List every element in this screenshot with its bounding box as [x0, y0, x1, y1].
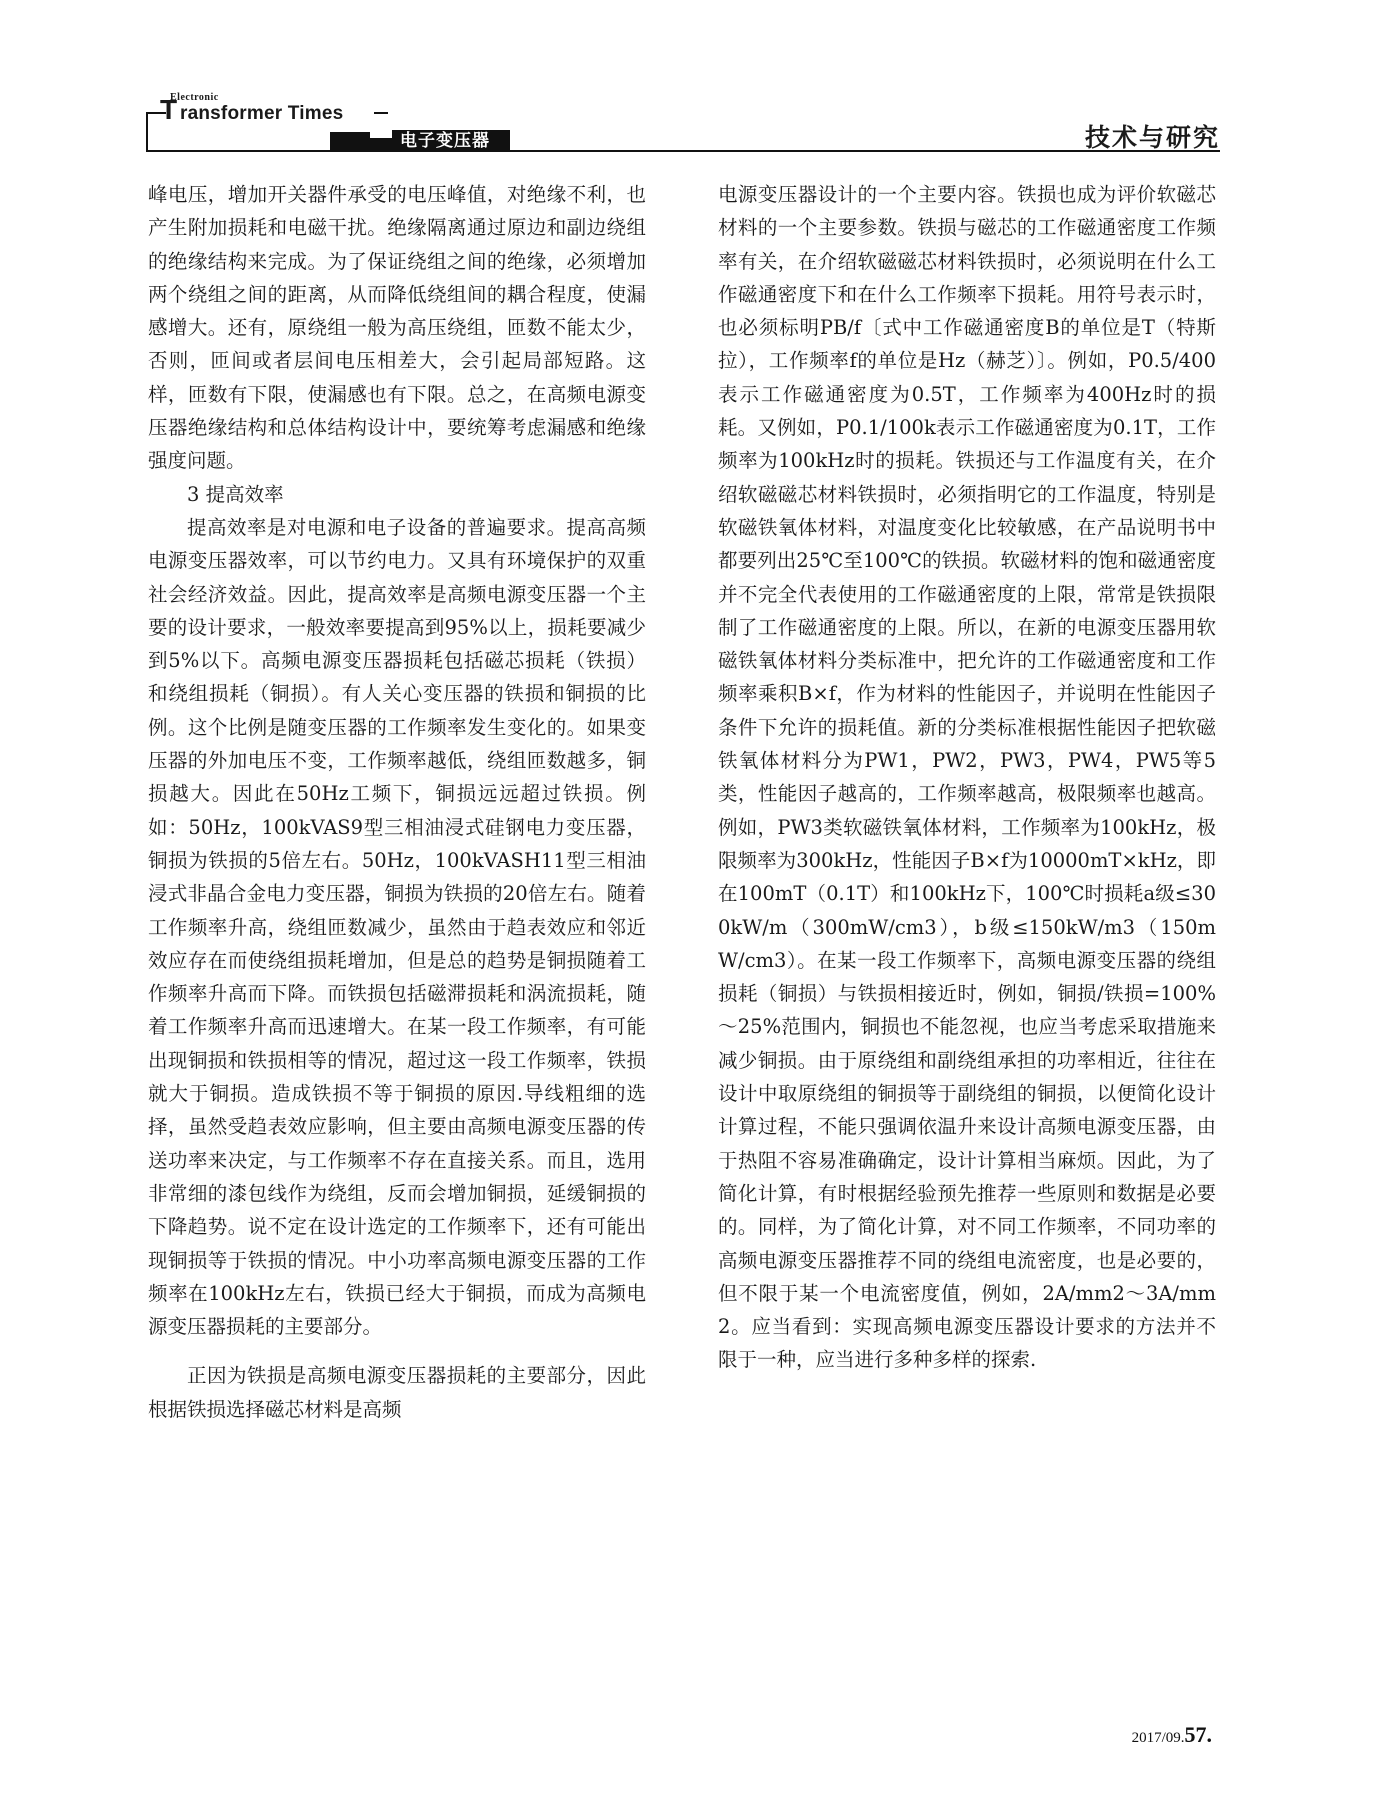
issue-date: 2017/09. — [1131, 1730, 1185, 1746]
journal-logo-initial: T — [160, 94, 178, 125]
header-baseline-rule — [146, 150, 1220, 152]
page-number: 57. — [1184, 1722, 1212, 1747]
text-column-left — [148, 178, 646, 1426]
text-column-right — [718, 178, 1216, 1377]
paragraph: 正因为铁损是高频电源变压器损耗的主要部分，因此根据铁损选择磁芯材料是高频 — [148, 1364, 646, 1421]
section-title: 技术与研究 — [1084, 123, 1220, 152]
header-block-decor — [330, 132, 370, 150]
section-heading: 3 提高效率 — [187, 482, 284, 506]
page-footer — [1132, 1722, 1212, 1748]
journal-logo-title: ransformer Times — [180, 103, 344, 124]
header-rule-right — [374, 112, 388, 114]
paragraph: 峰电压，增加开关器件承受的电压峰值，对绝缘不利，也产生附加损耗和电磁干扰。绝缘隔离通过原边和副边绕组的绝缘结构来完成。为了保证绕组之间的绝缘，必须增加两个绕组之间的距离，从而降低绕组间的耦合程度，使漏感增大。还有，原绕组一般为高压绕组，匝数不能太少，否则，匝间或者层间电压相差大，会引起局部短路。这样，匝数有下限，使漏感也有下限。总之，在高频电源变压器绝缘结构和总体结构设计中，要统筹考虑漏感和绝缘强度问题。 — [148, 183, 646, 473]
paragraph: 提高效率是对电源和电子设备的普遍要求。提高高频电源变压器效率，可以节约电力。又具有环境保护的双重社会经济效益。因此，提高效率是高频电源变压器一个主要的设计要求，一般效率要提高到95%以上，损耗要减少到5%以下。高频电源变压器损耗包括磁芯损耗（铁损）和绕组损耗（铜损）。有人关心变压器的铁损和铜损的比例。这个比例是随变压器的工作频率发生变化的。如果变压器的外加电压不变，工作频率越低，绕组匝数越多，铜损越大。因此在50Hz工频下，铜损远远超过铁损。例如：50Hz，100kVAS9型三相油浸式硅钢电力变压器，铜损为铁损的5倍左右。50Hz，100kVASH11型三相油浸式非晶合金电力变压器，铜损为铁损的20倍左右。随着工作频率升高，绕组匝数减少，虽然由于趋表效应和邻近效应存在而使绕组损耗增加，但是总的趋势是铜损随着工作频率升高而下降。而铁损包括磁滞损耗和涡流损耗，随着工作频率升高而迅速增大。在某一段工作频率，有可能出现铜损和铁损相等的情况，超过这一段工作频率，铁损就大于铜损。造成铁损不等于铜损的原因.导线粗细的选择，虽然受趋表效应影响，但主要由高频电源变压器的传送功率来决定，与工作频率不存在直接关系。而且，选用非常细的漆包线作为绕组，反而会增加铜损，延缓铜损的下降趋势。说不定在设计选定的工作频率下，还有可能出现铜损等于铁损的情况。中小功率高频电源变压器的工作频率在100kHz左右，铁损已经大于铜损，而成为高频电源变压器损耗的主要部分。 — [148, 515, 646, 1339]
journal-logo-small-text: Electronic — [170, 92, 219, 103]
journal-chinese-name: 电子变压器 — [392, 130, 510, 152]
header-vertical-rule — [146, 112, 148, 152]
paragraph: 电源变压器设计的一个主要内容。铁损也成为评价软磁芯材料的一个主要参数。铁损与磁芯的工作磁通密度工作频率有关，在介绍软磁磁芯材料铁损时，必须说明在什么工作磁通密度下和在什么工作频率下损耗。用符号表示时，也必须标明PB/f〔式中工作磁通密度B的单位是T（特斯拉），工作频率f的单位是Hz（赫芝）〕。例如，P0.5/400表示工作磁通密度为0.5T，工作频率为400Hz时的损耗。又例如，P0.1/100k表示工作磁通密度为0.1T，工作频率为100kHz时的损耗。铁损还与工作温度有关，在介绍软磁磁芯材料铁损时，必须指明它的工作温度，特别是软磁铁氧体材料，对温度变化比较敏感，在产品说明书中都要列出25℃至100℃的铁损。软磁材料的饱和磁通密度并不完全代表使用的工作磁通密度的上限，常常是铁损限制了工作磁通密度的上限。所以，在新的电源变压器用软磁铁氧体材料分类标准中，把允许的工作磁通密度和工作频率乘积B×f，作为材料的性能因子，并说明在性能因子条件下允许的损耗值。新的分类标准根据性能因子把软磁铁氧体材料分为PW1，PW2，PW3，PW4，PW5等5类，性能因子越高的，工作频率越高，极限频率也越高。例如，PW3类软磁铁氧体材料，工作频率为100kHz，极限频率为300kHz，性能因子B×f为10000mT×kHz，即在100mT（0.1T）和100kHz下，100℃时损耗a级≤300kW/m（300mW/cm3），b级≤150kW/m3（150mW/cm3）。在某一段工作频率下，高频电源变压器的绕组损耗（铜损）与铁损相接近时，例如，铜损/铁损=100%～25%范围内，铜损也不能忽视，也应当考虑采取措施来减少铜损。由于原绕组和副绕组承担的功率相近，往往在设计中取原绕组的铜损等于副绕组的铜损，以便简化设计计算过程，不能只强调依温升来设计高频电源变压器，由于热阻不容易准确确定，设计计算相当麻烦。因此，为了简化计算，有时根据经验预先推荐一些原则和数据是必要的。同样，为了简化计算，对不同工作频率，不同功率的高频电源变压器推荐不同的绕组电流密度，也是必要的，但不限于某一个电流密度值，例如，2A/mm2～3A/mm2。应当看到：实现高频电源变压器设计要求的方法并不限于一种，应当进行多种多样的探索. — [718, 183, 1216, 1372]
